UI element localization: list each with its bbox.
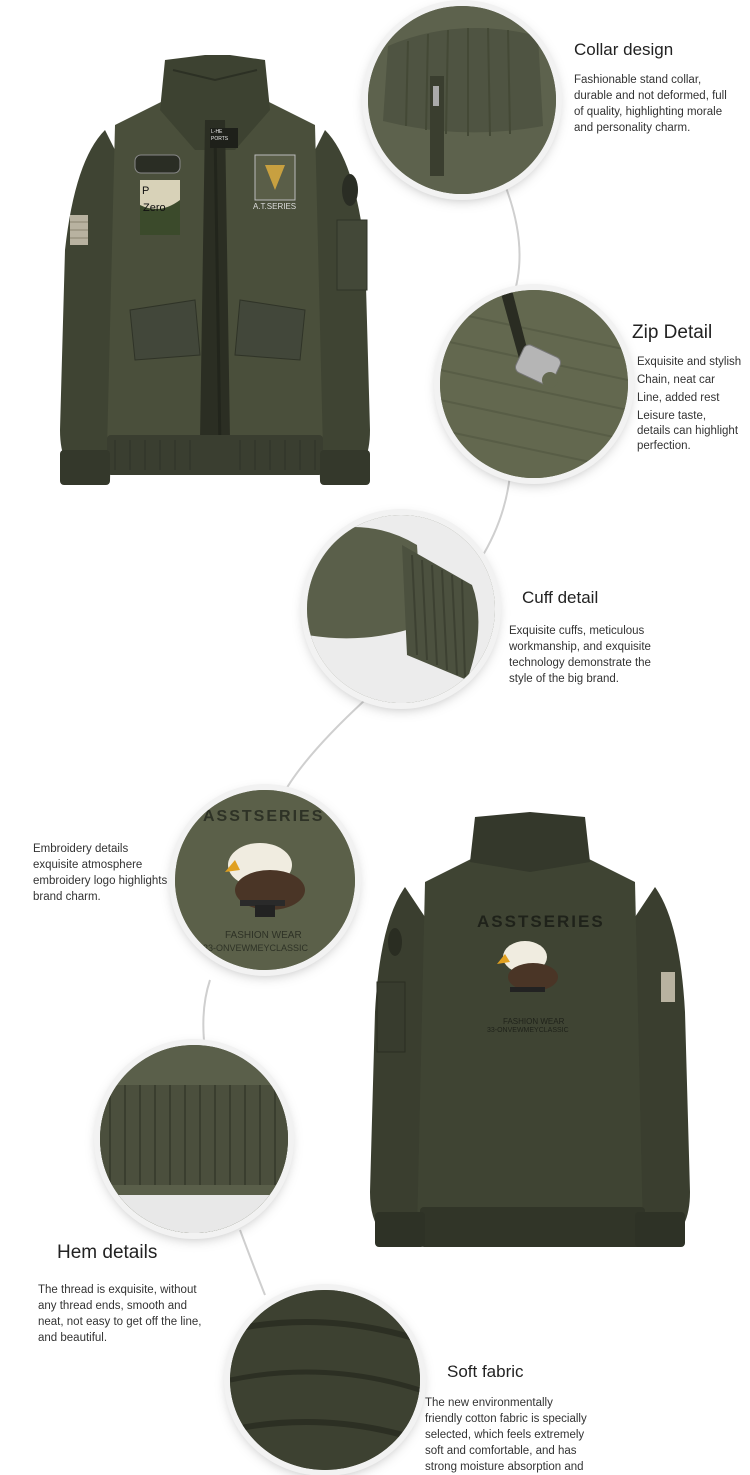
collar-line: and personality charm. [574, 122, 691, 134]
cuff-line: Exquisite cuffs, meticulous [509, 625, 645, 637]
embroidery-detail-image [175, 790, 355, 970]
fabric-description [425, 1395, 625, 1475]
collar-detail-image [368, 6, 556, 194]
collar-line: Fashionable stand collar, [574, 74, 702, 86]
fabric-line: soft and comfortable, and has [425, 1445, 577, 1457]
fabric-line: The new environmentally [425, 1397, 553, 1409]
embroidery-sub-text-1: FASHION WEAR [225, 930, 302, 941]
zip-description [637, 353, 749, 454]
fabric-line: friendly cotton fabric is specially [425, 1413, 587, 1425]
zip-line: Chain, neat car [637, 374, 715, 386]
hem-line: and beautiful. [38, 1332, 108, 1344]
fabric-title: Soft fabric [447, 1362, 524, 1381]
cuff-line: style of the big brand. [509, 673, 619, 685]
back-jacket-image [365, 812, 695, 1252]
cuff-detail-image [307, 515, 495, 703]
collar-line: of quality, highlighting morale [574, 106, 723, 118]
hem-line: any thread ends, smooth and [38, 1300, 187, 1312]
neck-tag-line-2: PORTS [211, 136, 229, 142]
patch-text-2: Zero [143, 202, 166, 214]
embroidery-arc-text: ASSTSERIES [203, 808, 325, 825]
chest-label: A.T.SERIES [253, 202, 297, 211]
hem-description [38, 1282, 228, 1346]
collar-title: Collar design [574, 40, 674, 59]
zip-line: Line, added rest [637, 392, 720, 404]
embroidery-line: Embroidery details [33, 843, 129, 855]
zip-line: Exquisite and stylish [637, 356, 742, 368]
hem-line: neat, not easy to get off the line, [38, 1316, 202, 1328]
back-arc-text: ASSTSERIES [477, 912, 605, 931]
fabric-detail-image [230, 1290, 420, 1470]
collar-line: durable and not deformed, full [574, 90, 727, 102]
hem-line: The thread is exquisite, without [38, 1284, 197, 1296]
neck-tag-line-1: L-HE [211, 129, 223, 135]
cuff-description [509, 623, 679, 687]
zip-title: Zip Detail [632, 322, 713, 343]
zip-detail-image [440, 290, 628, 478]
zip-line: details can highlight [637, 425, 739, 437]
embroidery-line: exquisite atmosphere [33, 859, 143, 871]
fabric-line: selected, which feels extremely [425, 1429, 585, 1441]
zip-line: Leisure taste, [637, 410, 707, 422]
embroidery-line: brand charm. [33, 891, 101, 903]
cuff-line: technology demonstrate the [509, 657, 651, 669]
cuff-title: Cuff detail [522, 588, 599, 607]
back-sub-text-2: 33-ONVEWMEYCLASSIC [487, 1027, 569, 1034]
hem-title: Hem details [57, 1242, 158, 1263]
embroidery-description [33, 841, 183, 905]
patch-text-1: P [142, 185, 150, 197]
embroidery-line: embroidery logo highlights [33, 875, 168, 887]
zip-line: perfection. [637, 440, 691, 452]
front-jacket-image [55, 50, 375, 490]
cuff-line: workmanship, and exquisite [509, 641, 651, 653]
fabric-line: strong moisture absorption and [425, 1461, 584, 1473]
back-sub-text-1: FASHION WEAR [503, 1017, 565, 1026]
embroidery-sub-text-2: 33-ONVEWMEYCLASSIC [203, 943, 309, 953]
collar-description [574, 72, 744, 136]
hem-detail-image [100, 1045, 288, 1233]
